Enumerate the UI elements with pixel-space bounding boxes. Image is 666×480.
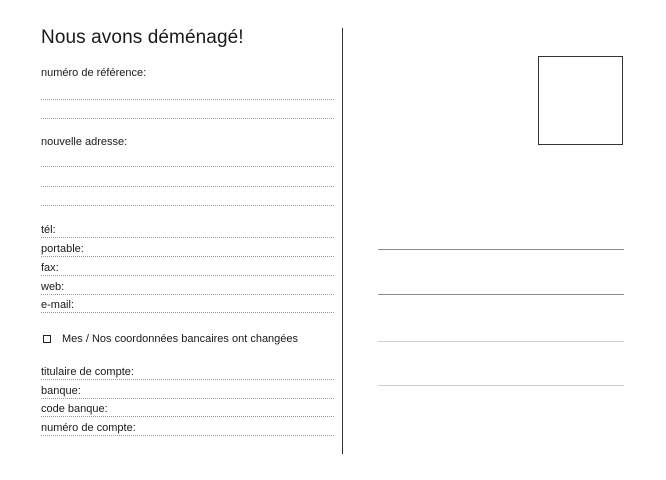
web-line[interactable] [41,294,334,295]
account-holder-line[interactable] [41,379,334,380]
web-label: web: [41,281,65,293]
fax-line[interactable] [41,275,334,276]
bank-code-line[interactable] [41,416,334,417]
address-line-2[interactable] [41,186,334,187]
reference-label: numéro de référence: [41,67,147,79]
tel-label: tél: [41,224,56,236]
new-address-label: nouvelle adresse: [41,136,128,148]
account-number-line[interactable] [41,435,334,436]
email-line[interactable] [41,312,334,313]
account-number-label: numéro de compte: [41,422,136,434]
bank-code-label: code banque: [41,403,108,415]
fax-label: fax: [41,262,59,274]
address-line-3[interactable] [41,205,334,206]
mobile-label: portable: [41,243,84,255]
account-holder-label: titulaire de compte: [41,366,134,378]
tel-line[interactable] [41,237,334,238]
email-label: e-mail: [41,299,75,311]
postcard-divider [342,28,343,454]
recipient-line-1[interactable] [378,249,624,250]
recipient-line-2[interactable] [378,294,624,295]
bank-change-checkbox[interactable] [43,335,51,343]
page-title: Nous avons déménagé! [41,27,244,48]
stamp-box [538,56,623,145]
bank-change-label: Mes / Nos coordonnées bancaires ont changées [62,333,299,345]
bank-line[interactable] [41,398,334,399]
reference-line-1[interactable] [41,99,334,100]
reference-line-2[interactable] [41,118,334,119]
recipient-line-3[interactable] [378,341,624,342]
mobile-line[interactable] [41,256,334,257]
address-line-1[interactable] [41,166,334,167]
recipient-line-4[interactable] [378,385,624,386]
bank-label: banque: [41,385,81,397]
